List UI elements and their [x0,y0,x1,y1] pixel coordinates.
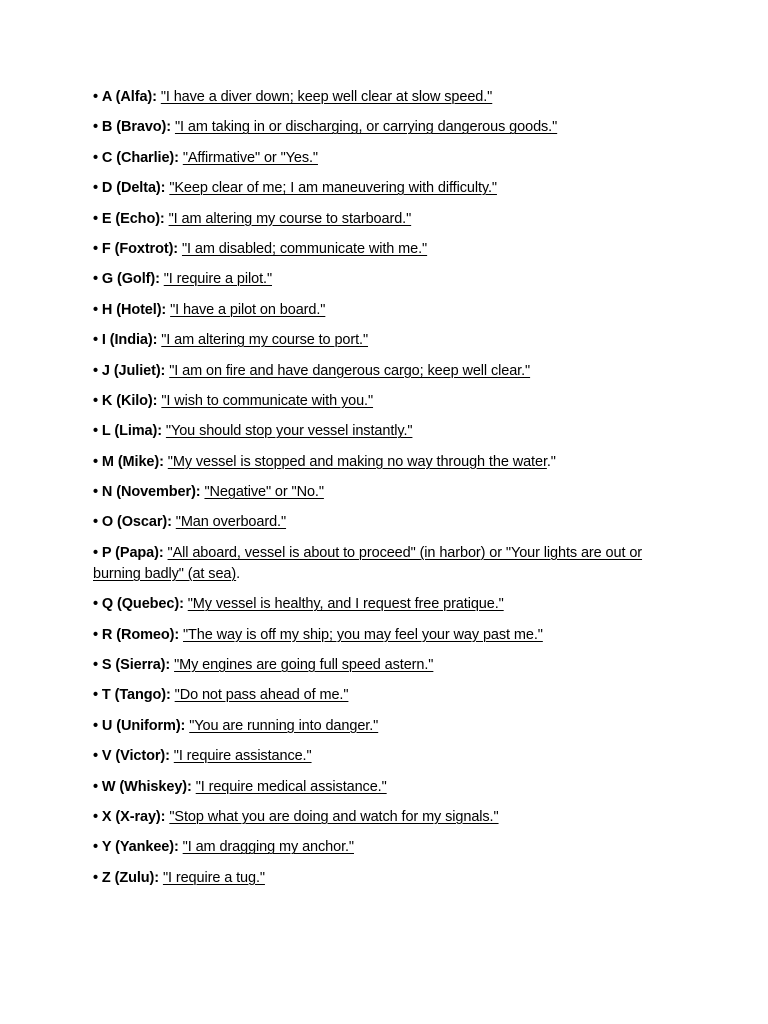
bullet: • [93,89,98,105]
flag-meaning: "Negative" or "No." [204,484,324,501]
flag-name: D (Delta): [101,180,166,197]
list-item [93,361,683,382]
bullet: • [93,808,98,825]
flag-meaning: "I am altering my course to starboard." [168,210,412,227]
list-item [93,777,683,798]
flag-name: O (Oscar): [101,514,172,531]
trailing-text: . [236,565,241,582]
flag-name: X (X-ray): [101,808,166,825]
list-item [93,452,683,473]
flag-meaning: "My vessel is stopped and making no way through the water [167,453,547,470]
flag-name: A (Alfa): [101,89,157,105]
bullet: • [93,149,98,166]
bullet: • [93,717,98,734]
flag-meaning: "Keep clear of me; I am maneuvering with difficulty." [169,180,497,197]
list-item [93,625,683,646]
flag-meaning: "I am altering my course to port." [161,332,369,349]
flag-name: C (Charlie): [101,149,179,166]
flag-name: J (Juliet): [101,362,166,379]
flag-meaning: "All aboard, vessel is about to proceed" (in harbor) or "Your lights are out or burning badly" (at sea) [93,544,643,582]
bullet: • [93,514,98,531]
list-item [93,594,683,615]
list-item [93,512,683,533]
bullet: • [93,484,98,501]
flag-meaning: "I require a tug." [162,869,265,886]
trailing-text: ." [546,453,556,470]
flag-name: H (Hotel): [101,301,167,318]
flag-meaning: "I am dragging my anchor." [182,839,354,856]
flag-name: P (Papa): [101,544,164,561]
flag-meaning: "I wish to communicate with you." [161,392,374,409]
list-item [93,746,683,767]
bullet: • [93,119,98,136]
flag-meaning: "The way is off my ship; you may feel your way past me." [183,626,543,643]
flag-meaning: "I am disabled; communicate with me." [181,240,428,257]
bullet: • [93,240,98,257]
flag-meaning: "I am on fire and have dangerous cargo; keep well clear." [169,362,531,379]
list-item [93,685,683,706]
bullet: • [93,423,98,440]
list-item [93,543,683,585]
list-item [93,655,683,676]
flag-meaning: "Do not pass ahead of me." [174,687,349,704]
flag-meaning: "I require medical assistance." [195,778,387,795]
bullet: • [93,271,98,288]
flag-name: F (Foxtrot): [101,240,179,257]
bullet: • [93,544,98,561]
flag-name: V (Victor): [101,748,170,765]
list-item [93,482,683,503]
flag-meaning: "My vessel is healthy, and I request free pratique." [187,596,504,613]
bullet: • [93,453,98,470]
bullet: • [93,778,98,795]
flag-name: W (Whiskey): [101,778,192,795]
list-item [93,209,683,230]
bullet: • [93,626,98,643]
list-item [93,716,683,737]
list-item [93,148,683,169]
list-item [93,117,683,138]
flag-meaning: "Affirmative" or "Yes." [182,149,318,166]
flag-meaning: "I have a diver down; keep well clear at slow speed." [160,89,493,105]
bullet: • [93,180,98,197]
flag-meaning: "Stop what you are doing and watch for my signals." [169,808,499,825]
flag-meaning: "I require a pilot." [163,271,272,288]
list-item [93,868,683,889]
flag-name: U (Uniform): [101,717,186,734]
bullet: • [93,687,98,704]
list-item [93,807,683,828]
flag-name: N (November): [101,484,201,501]
list-item [93,837,683,858]
bullet: • [93,596,98,613]
flag-name: E (Echo): [101,210,165,227]
list-item [93,330,683,351]
bullet: • [93,392,98,409]
flag-meaning: "I have a pilot on board." [170,301,326,318]
bullet: • [93,301,98,318]
list-item [93,178,683,199]
flag-name: R (Romeo): [101,626,180,643]
flag-name: L (Lima): [101,423,162,440]
flag-meaning: "I am taking in or discharging, or carrying dangerous goods." [174,119,558,136]
list-item [93,421,683,442]
flag-name: Q (Quebec): [101,596,184,613]
flag-name: K (Kilo): [101,392,158,409]
bullet: • [93,657,98,674]
flag-name: Y (Yankee): [101,839,179,856]
flag-name: G (Golf): [101,271,160,288]
flag-name: Z (Zulu): [101,869,159,886]
flag-meaning: "My engines are going full speed astern." [174,657,434,674]
list-item [93,239,683,260]
bullet: • [93,839,98,856]
flag-meaning: "I require assistance." [173,748,312,765]
flag-meaning: "You should stop your vessel instantly." [165,423,413,440]
flag-name: T (Tango): [101,687,171,704]
list-item [93,391,683,412]
flag-name: S (Sierra): [101,657,171,674]
list-item [93,87,683,108]
signal-flag-list [93,87,683,898]
bullet: • [93,748,98,765]
bullet: • [93,210,98,227]
bullet: • [93,362,98,379]
bullet: • [93,869,98,886]
bullet: • [93,332,98,349]
list-item [93,300,683,321]
flag-name: M (Mike): [101,453,164,470]
list-item [93,269,683,290]
flag-name: I (India): [101,332,158,349]
flag-name: B (Bravo): [101,119,172,136]
flag-meaning: "You are running into danger." [189,717,379,734]
flag-meaning: "Man overboard." [175,514,287,531]
